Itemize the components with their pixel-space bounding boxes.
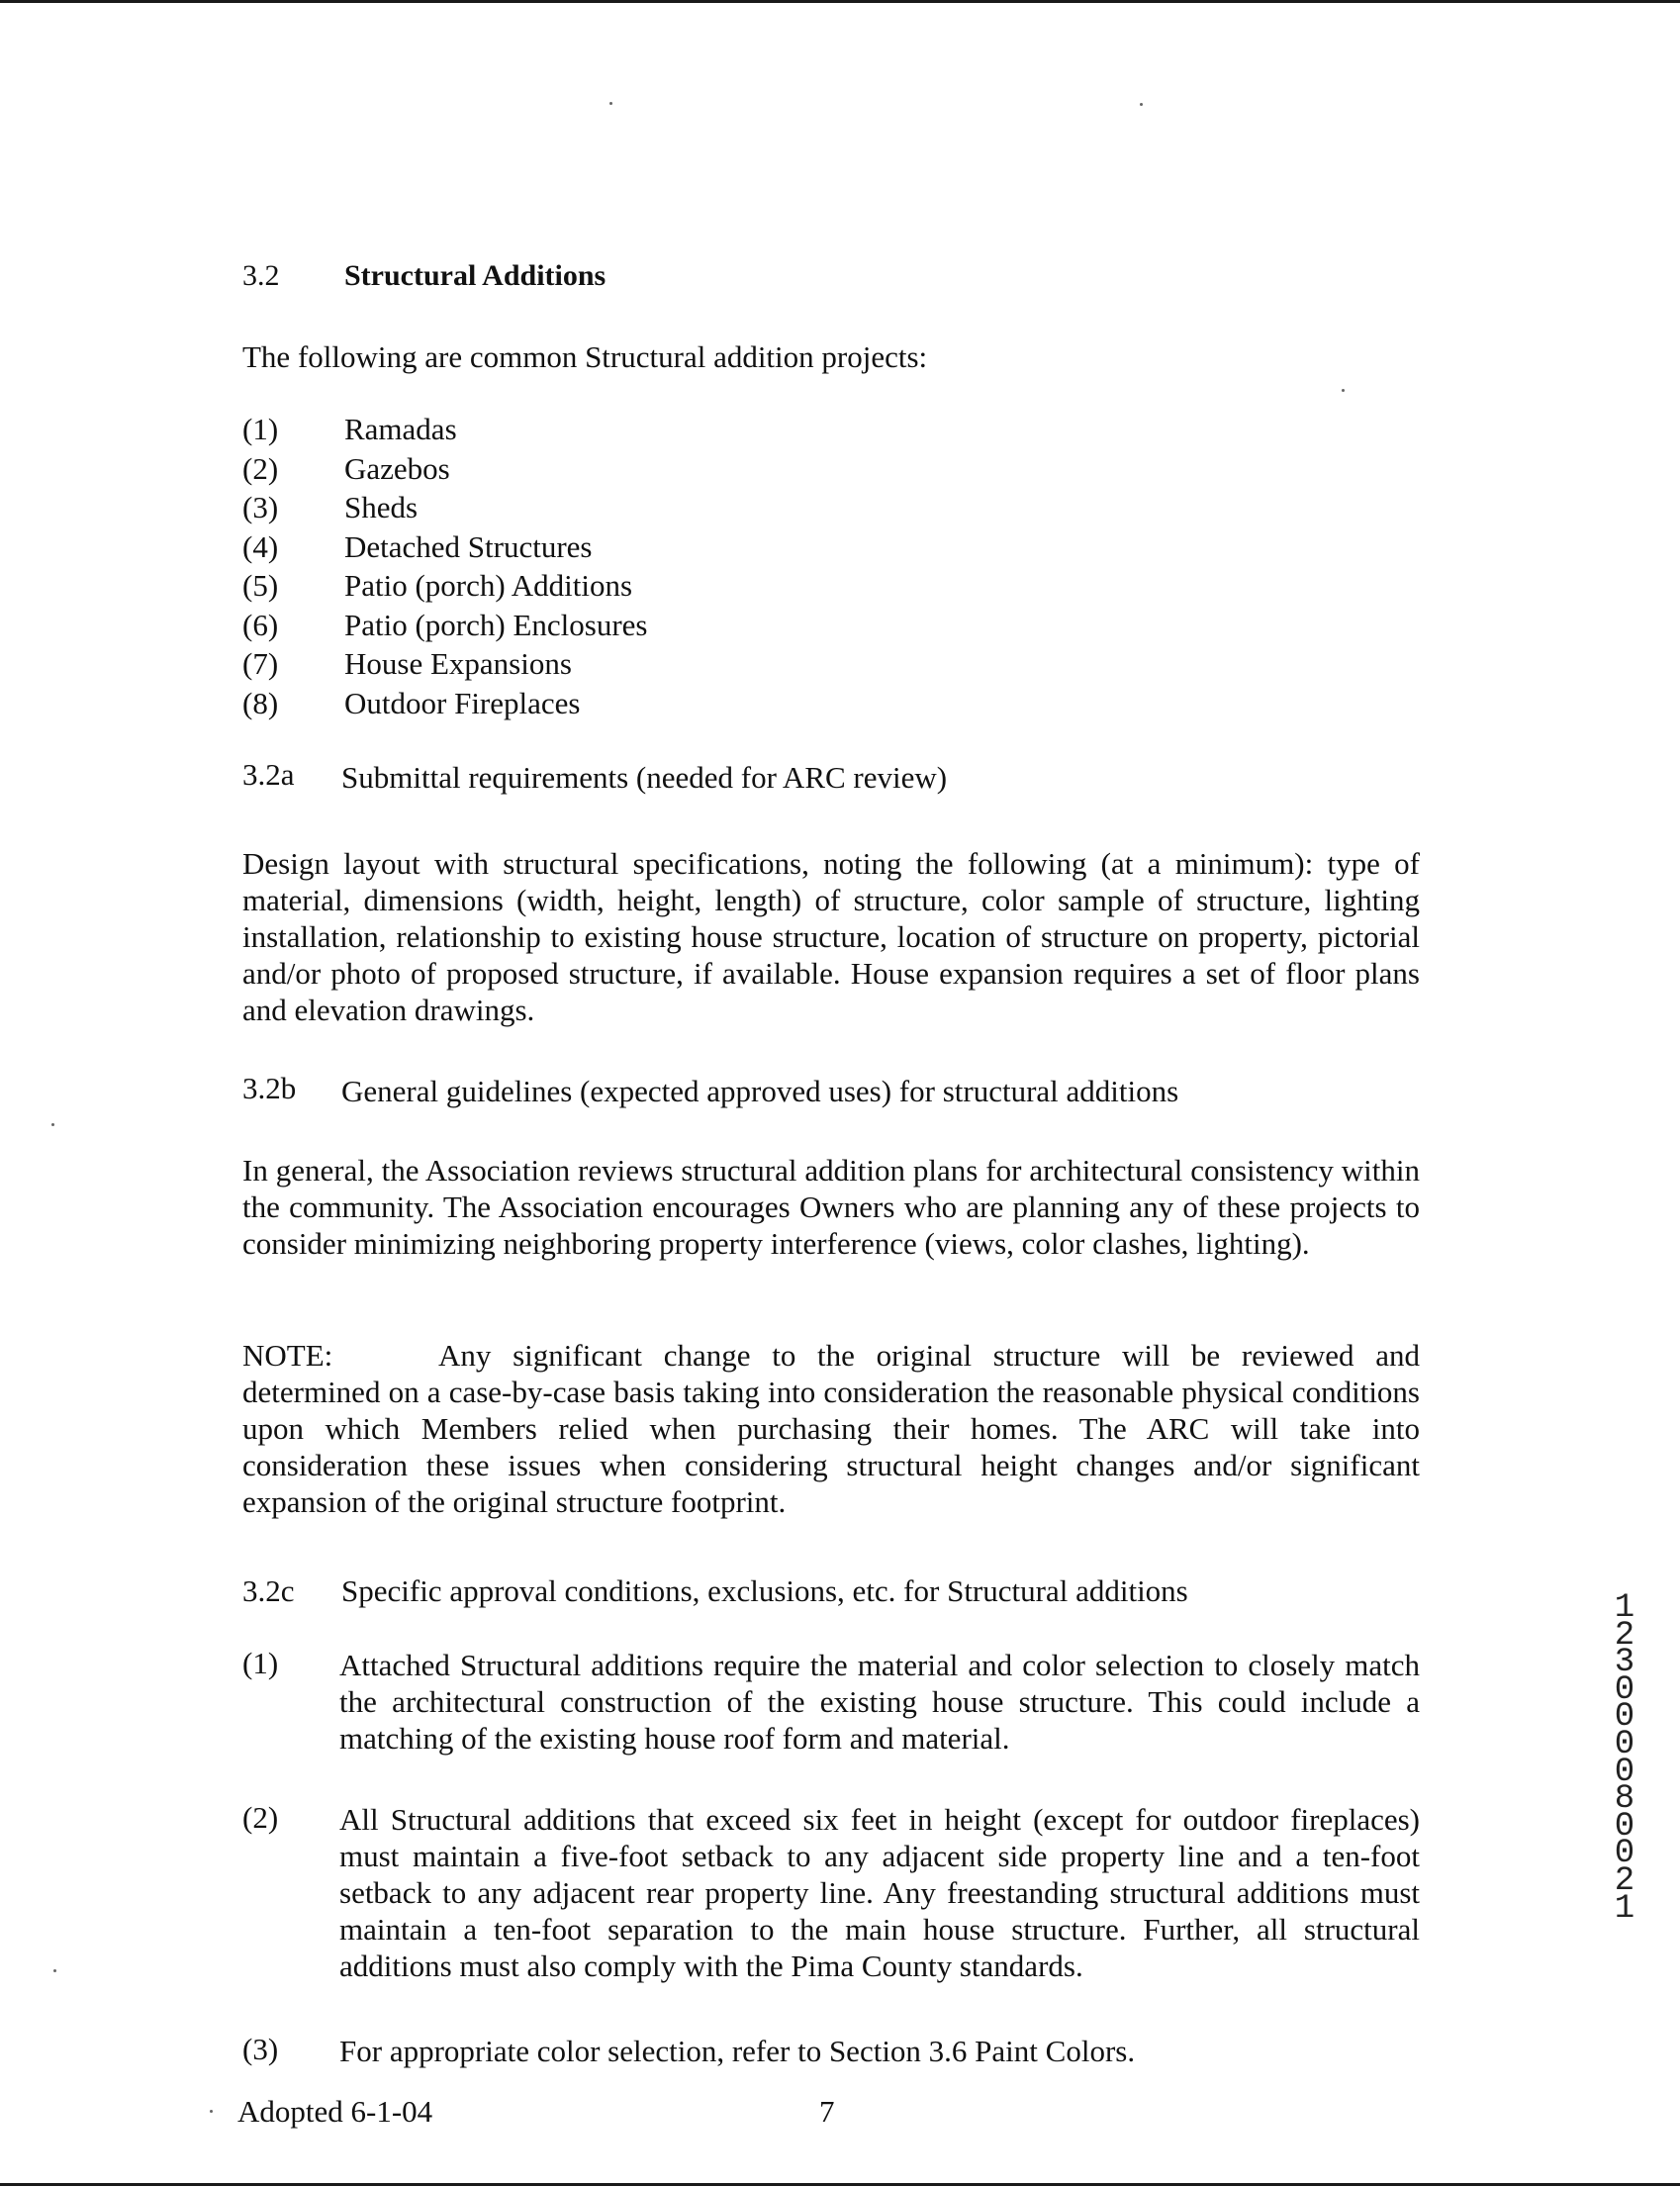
list-item — [242, 527, 647, 567]
condition-item-number: (1) — [242, 1646, 279, 1680]
subsection-c-number: 3.2c — [242, 1573, 295, 1608]
list-item-number: (3) — [242, 490, 279, 524]
list-item-label: House Expansions — [344, 646, 572, 681]
subsection-b-body: In general, the Association reviews structural addition plans for architectural consistency within the community. The Association encourages Owners who are planning any of these projects to consider minimizing neighboring property interference (views, color clashes, lighting). — [242, 1153, 1420, 1261]
section-title: Structural Additions — [344, 259, 607, 292]
list-item-number: (4) — [242, 528, 279, 564]
list-item — [242, 488, 647, 527]
list-item-label: Patio (porch) Additions — [344, 568, 633, 603]
list-item — [242, 566, 647, 606]
list-item-number: (8) — [242, 685, 279, 720]
scan-speck — [51, 1123, 54, 1126]
section-intro: The following are common Structural addition projects: — [242, 339, 928, 374]
list-item-label: Detached Structures — [344, 528, 593, 564]
footer-adopted-date: Adopted 6-1-04 — [237, 2094, 433, 2129]
subsection-c-title: Specific approval conditions, exclusions, etc. for Structural additions — [341, 1573, 1188, 1608]
subsection-b-title: General guidelines (expected approved uses) for structural additions — [341, 1074, 1179, 1108]
page-number: 7 — [819, 2094, 835, 2129]
list-item — [242, 684, 647, 723]
section-number: 3.2 — [242, 259, 280, 292]
condition-item-text: For appropriate color selection, refer to Section 3.6 Paint Colors. — [339, 2034, 1136, 2068]
top-scan-edge — [0, 0, 1680, 3]
bates-stamp: 1230 0008 0021 — [1614, 1589, 1635, 1928]
list-item-label: Sheds — [344, 490, 419, 524]
scan-speck — [210, 2110, 213, 2113]
note-label: NOTE: — [242, 1338, 333, 1373]
list-item-number: (6) — [242, 607, 279, 642]
scan-speck — [609, 102, 612, 105]
subsection-b-number: 3.2b — [242, 1071, 297, 1105]
scan-speck — [1342, 389, 1345, 392]
list-item — [242, 644, 647, 684]
list-item-label: Outdoor Fireplaces — [344, 685, 581, 720]
list-item-number: (7) — [242, 646, 279, 681]
list-item-label: Patio (porch) Enclosures — [344, 607, 648, 642]
subsection-a-title: Submittal requirements (needed for ARC review) — [341, 760, 948, 795]
list-item-number: (5) — [242, 568, 279, 603]
scan-speck — [1140, 103, 1143, 106]
list-item-label: Ramadas — [344, 412, 457, 446]
note-paragraph — [242, 1337, 1420, 1520]
condition-item-text: All Structural additions that exceed six feet in height (except for outdoor fireplaces) must maintain a five-foot setback to any adjacent side property line and a ten-foot setback to any adjacent rear property line. Any freestanding structural additions must maintain a ten-foot separation to the main house structure. Further, all structural additions must also comply with the Pima County standards. — [339, 1802, 1420, 1983]
list-item — [242, 410, 647, 449]
scan-speck — [53, 1969, 56, 1972]
list-item — [242, 606, 647, 645]
condition-item-number: (3) — [242, 2032, 279, 2066]
subsection-a-number: 3.2a — [242, 757, 295, 792]
bottom-scan-edge — [0, 2183, 1680, 2186]
subsection-a-body: Design layout with structural specifications, noting the following (at a minimum): type of material, dimensions (width, height, length) of structure, color sample of structure, lighting installation, relationship to existing house structure, location of structure on property, pictorial and/or photo of proposed structure, if available. House expansion requires a set of floor plans and elevation drawings. — [242, 846, 1420, 1027]
list-item-number: (1) — [242, 412, 279, 446]
list-item-number: (2) — [242, 450, 279, 486]
list-item — [242, 449, 647, 489]
note-body: Any significant change to the original structure will be reviewed and determined on a case-by-case basis taking into consideration the reasonable physical conditions upon which Members relied when purchasing their homes. The ARC will take into consideration these issues when considering structural height changes and/or significant expansion of the original structure footprint. — [242, 1338, 1420, 1519]
condition-item-text: Attached Structural additions require the material and color selection to closely match the architectural construction of the existing house structure. This could include a matching of the existing house roof form and material. — [339, 1648, 1420, 1756]
list-item-label: Gazebos — [344, 450, 450, 486]
condition-item-number: (2) — [242, 1800, 279, 1835]
projects-list — [242, 410, 647, 722]
